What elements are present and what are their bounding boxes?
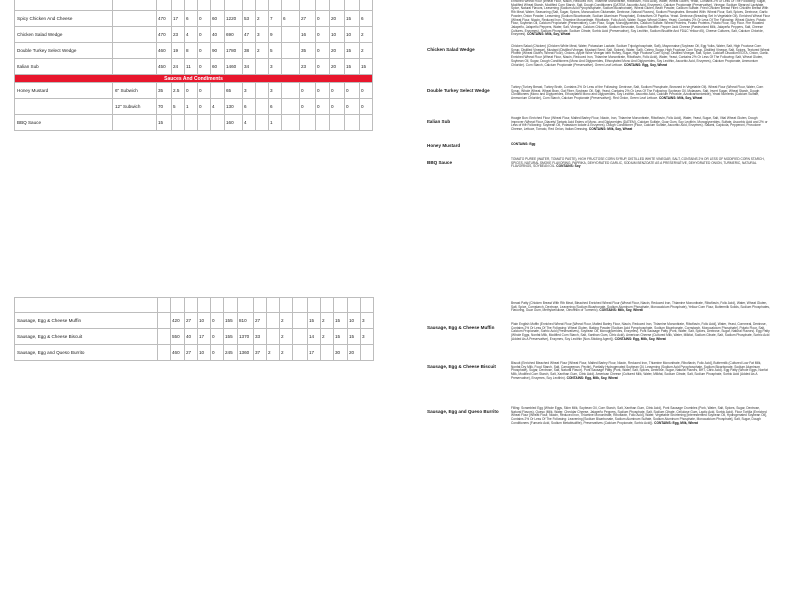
nutrient-value: 15	[345, 11, 360, 27]
nutrient-value	[345, 115, 360, 131]
nutrient-value	[282, 0, 300, 11]
item-size	[113, 43, 157, 59]
ingredient-list: Turkey (Turkey Breast, Turkey Broth, Contains 2% Or Less of the Following: Dextrose, Salt, Sodium Phosphate, Browned in Vegetable Oil). Wheat Flour (Wheat Flour, Water, Corn Syrup, Whole Wheat, Wheat Bran, Oat Fiber, Soybean Oil, Salt, Yeast, Contains 2% Or Less Of The Following: Soybean Oil, Molasses, Salt, Invert Sugar, Wheat Starch, Dough Conditioners (Mono and Diglycerides, Ethoxylated Mono and Diglycerides, Soy Lecithin, Ascorbic Acid, Calcium Peroxide, Azodicarbonamide), Yeast Nutrients (Calcium Sulfate, Ammonium Chloride), Corn Starch, Calcium Propionate (Preservative)). Red Onion, Green Leaf Lettuce.	[511, 85, 764, 101]
nutrient-value	[254, 298, 267, 313]
nutrient-value	[238, 298, 254, 313]
nutrient-value	[345, 0, 360, 11]
nutrient-value: 690	[225, 27, 243, 43]
nutrient-value: 16	[300, 27, 316, 43]
nutrient-value	[211, 298, 224, 313]
nutrient-value	[293, 345, 308, 361]
nutrient-value: 0	[198, 83, 211, 99]
nutrient-value	[308, 298, 321, 313]
nutrient-value: 17	[308, 345, 321, 361]
ingredient-list: Filling: Scrambled Egg (Whole Eggs, Skim Milk, Soybean Oil, Corn Starch, Salt, Xanthan Gum, Citric Acid), Pork Sausage Crumbles (Pork, Water, Salt, Spices, Sugar, Dextrose, Natural Flavors), Queso (Milk, Water, Cheddar Cheese, Jalapeño Peppers, Sodium Phosphate, Salt, Sodium Citrate, Cellulose Gum, Lactic Acid, Sorbic Acid). Flour Tortilla (Enriched Wheat Flour [Wheat Flour, Niacin, Reduced Iron, Thiamine Mononitrate, Riboflavin, Folic Acid], Water, Vegetable Shortening [Interesterified Soybean Oil, Hydrogenated Soybean Oil], Contains 2% Or Less Of The Following: Leavening [Sodium Bicarbonate, Sodium Aluminum Sulfate, Sodium Aluminum Phosphate, Monocalcium Phosphate], Salt, Sugar, Dough Conditioners (Fumaric Acid, Sodium Metabisulfite), Preservatives (Calcium Propionate, Sorbic Acid)).	[511, 406, 767, 425]
nutrient-value	[157, 0, 172, 11]
nutrient-value: 0	[345, 99, 360, 115]
nutrient-value: 1370	[238, 329, 254, 345]
nutrient-value: 10	[198, 313, 211, 329]
nutrient-value: 15	[345, 43, 360, 59]
nutrient-value: 60	[211, 11, 225, 27]
item-size	[158, 298, 171, 313]
ingredient-item-name: Italian Sub	[427, 119, 451, 124]
nutrient-value: 0	[316, 43, 330, 59]
ingredient-list: Chicken Salad (Chicken) (Chicken White Meat, Water, Potassium Lactate, Sodium Tripolyphosphate, Salt), Mayonnaise (Soybean Oil, Egg Yolks, Water, Salt, High Fructose Corn Syrup, Distilled Vinegar), Mustard (Distilled Vinegar, Mustard Seed, Salt, Spices), Water, Salt). Celery, Sugar, High Fructose Corn Syrup, Distilled Vinegar, Salt, Spices, Textured Wheat Protein (Wheat Gluten, Wheat Flour), Onions, Apple Wine Vinegar with Honey, Sugar, High Fructose Corn Syrup, Distilled Vinegar, Salt, Spice, Calcium Disodium EDTA, Onion, Garlic. Enriched Wheat Flour (Wheat Flour, Niacin, Reduced Iron, Thiamine Mononitrate, Riboflavin, Folic Acid), Water, Yeast, Contains 2% Or Less Of The Following: Salt, Wheat Gluten, Soybean Oil, Sugar, Dough Conditioners (Mono And Diglycerides, Ethoxylated Mono And Diglycerides, Soy Lecithin, Ascorbic Acid, Enzymes), Calcium Propionate, Ammonium Chloride). Corn Starch, Calcium Propionate (Preservative). Green Leaf Lettuce.	[511, 44, 770, 67]
allergen-contains: CONTAINS: Soy	[556, 164, 581, 169]
nutrient-value: 1220	[225, 11, 243, 27]
item-name: BBQ Sauce	[15, 115, 113, 131]
nutrient-value: 27	[185, 313, 198, 329]
ingredient-text	[511, 407, 771, 426]
table-row	[15, 59, 373, 75]
nutrient-value	[282, 99, 300, 115]
ingredient-text	[511, 86, 771, 101]
item-name	[15, 298, 158, 313]
nutrient-value	[267, 329, 280, 345]
nutrient-value: 0	[211, 329, 224, 345]
allergen-contains: CONTAINS: Egg	[511, 142, 536, 146]
nutrient-value: 5	[172, 99, 185, 115]
ingredient-list: Plain English Muffin (Enriched Wheat Flour [Wheat Flour, Malted Barley Flour, Niacin, Reduced Iron, Thiamine Mononitrate, Riboflavin, Folic Acid], Water, Yeast, Cornmeal, Dextrose, Contains 2% Or Less Of The Following: Wheat Gluten, Baking Powder [Sodium Acid Pyrophosphate, Sodium Bicarbonate, Cornstarch, Monocalcium Phosphate], Potato Flour, Salt, Calcium Propionate, Sorbic Acid (Preservatives), Soybean Oil, Monoglycerides, Enzymes). Pork Sausage Patty (Pork, Water, Salt, Spices, Dextrose, Sugar, Natural Flavors). Egg Patty (Whole Eggs, Nonfat Milk, Modified Corn Starch, Salt, Xanthan Gum, Citric Acid). American Cheese (Cultured Milk, Water, Milkfat, Sodium Citrate, Salt, Sodium Phosphate, Sorbic Acid (Added As A Preservative), Enzymes, Soy Lecithin [Non-Sticking Agent]).	[511, 322, 770, 341]
nutrient-value: 7	[269, 11, 282, 27]
nutrient-value	[321, 345, 334, 361]
nutrient-value: 60	[211, 59, 225, 75]
nutrient-value: 3	[361, 313, 374, 329]
nutrient-value	[225, 0, 243, 11]
nutrient-value: 11	[185, 59, 198, 75]
nutrient-value	[256, 99, 269, 115]
nutrient-value	[361, 345, 374, 361]
nutrient-value: 2	[280, 329, 293, 345]
nutrient-value: 20	[330, 11, 345, 27]
table-row	[15, 115, 373, 131]
table-row	[15, 313, 374, 329]
item-size	[113, 115, 157, 131]
nutrient-value: 0	[198, 59, 211, 75]
nutrient-value: 0	[300, 83, 316, 99]
nutrient-value: 23	[300, 59, 316, 75]
item-size: 12" Subwich	[113, 99, 157, 115]
nutrient-value	[224, 298, 238, 313]
nutrient-value	[282, 115, 300, 131]
allergen-contains: CONTAINS: Milk, Soy, Wheat	[588, 127, 633, 132]
nutrient-value	[321, 298, 334, 313]
nutrient-value: 34	[243, 59, 256, 75]
item-name	[15, 99, 113, 115]
nutrient-value: 6	[185, 11, 198, 27]
nutrient-value: 3	[269, 59, 282, 75]
ingredient-text	[511, 362, 771, 381]
nutrient-value: 40	[185, 329, 198, 345]
nutrient-value: 65	[225, 83, 243, 99]
nutrient-value: 130	[225, 99, 243, 115]
nutrient-value: 1	[269, 115, 282, 131]
item-name: Sausage, Egg and Queso Burrito	[15, 345, 158, 361]
allergen-contains: CONTAINS: Milk, Soy, Wheat	[526, 32, 571, 37]
nutrient-value: 20	[348, 345, 361, 361]
table-row	[15, 329, 374, 345]
item-size	[113, 59, 157, 75]
nutrient-value: 4	[211, 99, 225, 115]
nutrient-value	[360, 115, 373, 131]
allergen-contains: CONTAINS: Egg, Soy, Wheat	[623, 62, 667, 67]
nutrient-value: 0	[198, 43, 211, 59]
nutrient-value: 0	[330, 99, 345, 115]
nutrient-value: 33	[254, 329, 267, 345]
nutrient-value: 10	[198, 345, 211, 361]
item-size: 6" Subwich	[113, 83, 157, 99]
nutrient-value: 1360	[238, 345, 254, 361]
item-size	[113, 27, 157, 43]
nutrient-value: 0	[316, 27, 330, 43]
ingredient-item-name: Sausage, Egg & Cheese Biscuit	[427, 364, 496, 369]
nutrient-value: 17	[198, 329, 211, 345]
nutrient-value: 3	[269, 83, 282, 99]
nutrient-value: 6	[243, 99, 256, 115]
ingredient-text	[511, 302, 771, 313]
nutrient-value: 15	[348, 329, 361, 345]
nutrient-value	[185, 298, 198, 313]
nutrient-value: 0	[316, 59, 330, 75]
nutrition-table-top	[14, 0, 373, 131]
item-name: Sausage, Egg & Cheese Biscuit	[15, 329, 158, 345]
nutrient-value: 70	[157, 99, 172, 115]
nutrient-value: 5	[269, 43, 282, 59]
nutrient-value: 2	[321, 313, 334, 329]
nutrient-value	[330, 115, 345, 131]
table-row	[15, 83, 373, 99]
nutrient-value	[316, 115, 330, 131]
item-name: Italian Sub	[15, 59, 113, 75]
allergen-contains: CONTAINS: Milk, Soy, Wheat	[599, 308, 643, 313]
nutrient-value	[256, 115, 269, 131]
nutrient-value: 0	[300, 99, 316, 115]
ingredient-text	[511, 143, 771, 147]
table-row	[15, 345, 374, 361]
nutrient-value: 10	[345, 27, 360, 43]
nutrient-value: 27	[185, 345, 198, 361]
nutrient-value: 0	[185, 83, 198, 99]
allergen-contains: CONTAINS: Egg, Milk, Wheat	[654, 420, 698, 425]
nutrient-value: 0	[360, 83, 373, 99]
nutrient-value: 155	[224, 313, 238, 329]
nutrient-value: 3	[361, 329, 374, 345]
nutrient-value: 15	[360, 59, 373, 75]
nutrient-value: 6	[269, 99, 282, 115]
table-row	[15, 11, 373, 27]
ingredient-item-name: Sausage, Egg and Queso Burrito	[427, 409, 499, 414]
nutrient-value	[282, 83, 300, 99]
nutrient-value	[361, 298, 374, 313]
nutrient-value	[256, 59, 269, 75]
item-name: Chicken Salad Wedge	[15, 27, 113, 43]
allergen-contains: CONTAINS: Egg, Milk, Soy, Wheat	[614, 336, 666, 341]
nutrient-value: 2	[256, 11, 269, 27]
nutrient-value: 24	[172, 59, 185, 75]
item-size	[158, 313, 171, 329]
nutrient-value	[282, 43, 300, 59]
nutrient-value: 155	[224, 329, 238, 345]
nutrient-value: 27	[254, 313, 267, 329]
nutrient-value: 0	[198, 11, 211, 27]
nutrient-value: 10	[348, 313, 361, 329]
nutrient-value: 2	[267, 345, 280, 361]
nutrient-value: 47	[243, 27, 256, 43]
nutrient-value: 15	[345, 59, 360, 75]
nutrient-value	[198, 115, 211, 131]
nutrient-value	[267, 298, 280, 313]
nutrient-value	[293, 313, 308, 329]
ingredient-item-name: BBQ Sauce	[427, 160, 453, 165]
nutrient-value: 2	[280, 345, 293, 361]
table-row	[15, 27, 373, 43]
nutrient-value: 0	[345, 83, 360, 99]
nutrient-value: 420	[171, 313, 185, 329]
nutrient-value: 3	[243, 83, 256, 99]
item-size	[158, 345, 171, 361]
nutrient-value	[293, 329, 308, 345]
nutrient-value: 15	[308, 313, 321, 329]
nutrient-value	[269, 0, 282, 11]
nutrient-value: 2.5	[172, 83, 185, 99]
nutrient-value	[330, 0, 345, 11]
nutrient-value	[211, 0, 225, 11]
nutrient-value: 27	[300, 11, 316, 27]
ingredient-list: Biscuit (Enriched Bleached Wheat Flour [Wheat Flour, Malted Barley Flour, Niacin, Reduced Iron, Thiamine Mononitrate, Riboflavin, Folic Acid], Buttermilk (Cultured Low Fat Milk, Nonfat Dry Milk, Food Starch, Salt, Carrageenan, Pectin), Partially Hydrogenated Soybean Oil, Leavening (Sodium Acid Pyrophosphate, Sodium Bicarbonate, Sodium Aluminum Phosphate), Sugar, Dextrose, Salt, Natural Flavor). Pork Sausage Patty (Pork, Water, Salt, Spices, Dextrose, Sugar, Natural Flavors, BHT, Citric Acid). Egg Patty (Whole Eggs, Nonfat Milk, Modified Corn Starch, Salt, Xanthan Gum, Citric Acid). American Cheese (Cultured Milk, Water, Milkfat, Sodium Citrate, Salt, Sodium Phosphate, Sorbic Acid (Added As A Preservative), Enzymes, Soy Lecithin).	[511, 361, 768, 380]
nutrient-value	[211, 83, 225, 99]
nutrient-value	[280, 298, 293, 313]
nutrient-value: 160	[225, 115, 243, 131]
nutrient-value: 30	[334, 345, 348, 361]
nutrient-value: 15	[157, 115, 172, 131]
nutrient-value: 0	[330, 83, 345, 99]
ingredient-item-name: Chicken Salad Wedge	[427, 47, 475, 52]
item-name	[15, 0, 113, 11]
nutrient-value	[316, 0, 330, 11]
table-row	[15, 298, 374, 313]
allergen-contains: CONTAINS: Egg, Milk, Soy, Wheat	[566, 375, 618, 380]
nutrient-value: 35	[300, 43, 316, 59]
allergen-contains: CONTAINS: Milk, Soy, Wheat	[658, 96, 703, 101]
nutrient-value	[360, 0, 373, 11]
nutrient-value: 2	[280, 313, 293, 329]
nutrient-value: 0	[316, 99, 330, 115]
nutrient-value	[172, 0, 185, 11]
nutrient-value: 4	[185, 27, 198, 43]
nutrient-value: 0	[360, 99, 373, 115]
nutrient-value: 1780	[225, 43, 243, 59]
nutrient-value: 19	[172, 43, 185, 59]
ingredient-text	[511, 0, 771, 37]
ingredient-item-name: Sausage, Egg & Cheese Muffin	[427, 325, 495, 330]
nutrient-value	[282, 27, 300, 43]
nutrient-value: 0	[198, 99, 211, 115]
ingredient-list: Breast Patty (Chicken Breast With Rib Meat, Bleached Enriched Wheat Flour (Wheat Flour, Niacin, Reduced Iron, Thiamine Mononitrate, Riboflavin, Folic Acid), Water, Wheat Gluten, Salt, Spice, Cornstarch, Dextrose, Leavening (Sodium Bicarbonate, Sodium Aluminum Phosphate, Monocalcium Phosphate), Yellow Corn Flour, Buttermilk Solids, Sodium Phosphates, Flavoring, Guar Gum, Methylcellulose, Oleoresin of Turmeric).	[511, 301, 770, 313]
nutrient-value: 0	[316, 83, 330, 99]
nutrient-value: 53	[243, 11, 256, 27]
nutrient-value: 0	[211, 345, 224, 361]
nutrient-value: 1460	[225, 59, 243, 75]
nutrient-value: 15	[334, 329, 348, 345]
nutrient-value	[198, 298, 211, 313]
nutrient-value	[256, 83, 269, 99]
ingredient-list: TOMATO PUREE (WATER, TOMATO PASTE), HIGH FRUCTOSE CORN SYRUP, DISTILLED WHITE VINEGAR, SALT, CONTAINS 2% OR LESS OF MODIFIED CORN STARCH, SPICES, NATURAL SMOKE FLAVORING, PAPRIKA, DEHYDRATED GARLIC, SODIUM BENZOATE AS A PRESERVATIVE, DEHYDRATED ONION, TURMERIC, NATURAL FLAVORINGS, SOYBEAN OIL.	[511, 157, 765, 169]
item-name: Honey Mustard	[15, 83, 113, 99]
table-row	[15, 99, 373, 115]
nutrient-value: 15	[334, 313, 348, 329]
nutrient-value: 4	[243, 115, 256, 131]
nutrient-value: 2	[256, 43, 269, 59]
table-row	[15, 43, 373, 59]
nutrient-value: 17	[172, 11, 185, 27]
nutrient-value: 2	[321, 329, 334, 345]
nutrient-value: 37	[254, 345, 267, 361]
ingredient-list: Hoagie Bun: Enriched Flour (Wheat Flour, Malted Barley Flour, Niacin, Iron, Thiamine Mononitrate, Riboflavin, Folic Acid), Water, Yeast, Sugar, Salt, Vital Wheat Gluten, Dough Improver (Wheat Flour, Diacetyl Tartaric Acid Esters of Mono- and Diglycerides (DATEM), Calcium Sulfate, Guar Gum, Soy Lecithin, Monoglycerides, Sulfate, Ascorbic Acid and 2% or Less of the Following: Soybean Oil, Potassium Iodate & Enzymes), Dough Conditioner (Flour, Calcium Sulfate, Ascorbic Acid, Enzymes). Salami, Capicola, Pepperoni, Provolone Cheese, Lettuce, Tomato, Red Onion, Italian Dressing.	[511, 116, 768, 132]
nutrient-value: 8	[185, 43, 198, 59]
ingredient-text	[511, 158, 771, 169]
item-name: Double Turkey Select Wedge	[15, 43, 113, 59]
table-row	[15, 0, 373, 11]
ingredient-text	[511, 117, 771, 132]
nutrient-value: 0	[198, 27, 211, 43]
nutrient-value: 470	[157, 11, 172, 27]
nutrient-value	[267, 313, 280, 329]
nutrient-value: 550	[171, 329, 185, 345]
ingredient-text	[511, 45, 771, 67]
section-header: Sauces And Condiments	[15, 75, 373, 83]
nutrient-value: 38	[243, 43, 256, 59]
nutrient-value	[243, 0, 256, 11]
nutrient-value	[172, 115, 185, 131]
nutrient-value: 9	[269, 27, 282, 43]
nutrient-value	[300, 115, 316, 131]
nutrient-value	[171, 298, 185, 313]
nutrient-value: 2	[360, 27, 373, 43]
ingredient-item-name: Honey Mustard	[427, 143, 461, 148]
nutrient-value	[293, 298, 308, 313]
nutrient-value: 460	[157, 43, 172, 59]
nutrient-value: 20	[330, 43, 345, 59]
nutrient-value: 20	[330, 59, 345, 75]
nutrient-value: 35	[157, 83, 172, 99]
item-size	[158, 329, 171, 345]
nutrient-value: 245	[224, 345, 238, 361]
nutrient-value: 6	[282, 11, 300, 27]
section-header-row	[15, 75, 373, 83]
nutrient-value: 90	[211, 43, 225, 59]
nutrient-value: 0	[211, 313, 224, 329]
nutrient-value	[300, 0, 316, 11]
nutrient-value	[198, 0, 211, 11]
nutrient-value: 460	[171, 345, 185, 361]
item-name: Spicy Chicken And Cheese	[15, 11, 113, 27]
nutrient-value	[185, 115, 198, 131]
nutrient-value: 10	[330, 27, 345, 43]
nutrient-value	[334, 298, 348, 313]
nutrient-value: 470	[157, 27, 172, 43]
nutrient-value: 0	[316, 11, 330, 27]
nutrient-value	[211, 115, 225, 131]
ingredient-item-name: Double Turkey Select Wedge	[427, 88, 490, 93]
ingredient-list: Enriched Wheat Flour (Wheat Flour, Niacin, Reduced Iron, Thiamine Mononitrate, Riboflavin, Folic Acid), Water, Wheat Gluten, Yeast, Contains 2% Or Less Of The Following: Sugar, Modified Wheat Starch, Modified Corn Starch, Salt, Dough Conditioners (DATEM, Ascorbic Acid, Enzymes), Calcium Propionate (Preservative), Vinegar, Sodium Stearoyl Lactylate, Spice, Natural Flavors, Leavening (Sodium Acid Pyrophosphate, Sodium Bicarbonate), Wheat Gluten, Bean Powder, Calcium Sulfate. Fried Chicken Breast Fillet: Chicken Breast With Rib Meat, Water, Seasoning (Salt, Sugar, Spices, Monosodium Glutamate, Dextrose, Natural Flavors), Sodium Phosphates. Breaded With: Wheat Flour, Salt, Spices, Dextrose, Garlic Powder, Onion Powder, Leavening (Sodium Bicarbonate, Sodium Aluminum Phosphate), Extractives Of Paprika. Yeast. Dextrose (Breading Set In Vegetable Oil). Enriched Wheat Flour (Wheat Flour, Niacin, Reduced Iron, Thiamine Mononitrate, Riboflavin, Folic Acid), Water, Sugar, Wheat Gluten, Yeast, Contains 2% Or Less Of The Following: Wheat Gluten, Potato Flour, Soybean Oil, Calcium Propionate (Preservative), Corn Flour, Sugar, Monoglycerides, Calcium Sulfate. Wheat Proteins, Potato Proteins, Potato Flour, Soy Flour. Fire Roasted Jalapeño, Jalapeño Peppers, Water, Salt, Vinegar, Calcium Chloride, Sodium Benzoate, Sodium Bisulfite. Pepper Jack Cheese (Pasteurized Milk, Jalapeño Peppers, Salt, Cheese Cultures, Enzymes), Sodium Phosphate, Sodium Citrate, Sorbic Acid (Preservative), Soy Lecithin, Sodium Bisulfite And FD&C Yellow #5), Cheese Cultures, Salt, Calcium Chloride, Enzymes).	[511, 0, 771, 37]
nutrient-value	[282, 59, 300, 75]
nutrient-value: 3	[256, 27, 269, 43]
nutrition-table-bottom	[14, 297, 374, 361]
item-size	[113, 11, 157, 27]
nutrient-value: 40	[211, 27, 225, 43]
item-name: Sausage, Egg & Cheese Muffin	[15, 313, 158, 329]
nutrient-value	[348, 298, 361, 313]
item-size	[113, 0, 157, 11]
nutrient-value: 1	[185, 99, 198, 115]
nutrient-value: 810	[238, 313, 254, 329]
nutrient-value	[256, 0, 269, 11]
nutrient-value	[185, 0, 198, 11]
nutrient-value: 6	[360, 11, 373, 27]
nutrient-value: 14	[308, 329, 321, 345]
nutrient-value: 23	[172, 27, 185, 43]
nutrient-value: 2	[360, 43, 373, 59]
ingredient-text	[511, 323, 771, 342]
nutrient-value: 450	[157, 59, 172, 75]
